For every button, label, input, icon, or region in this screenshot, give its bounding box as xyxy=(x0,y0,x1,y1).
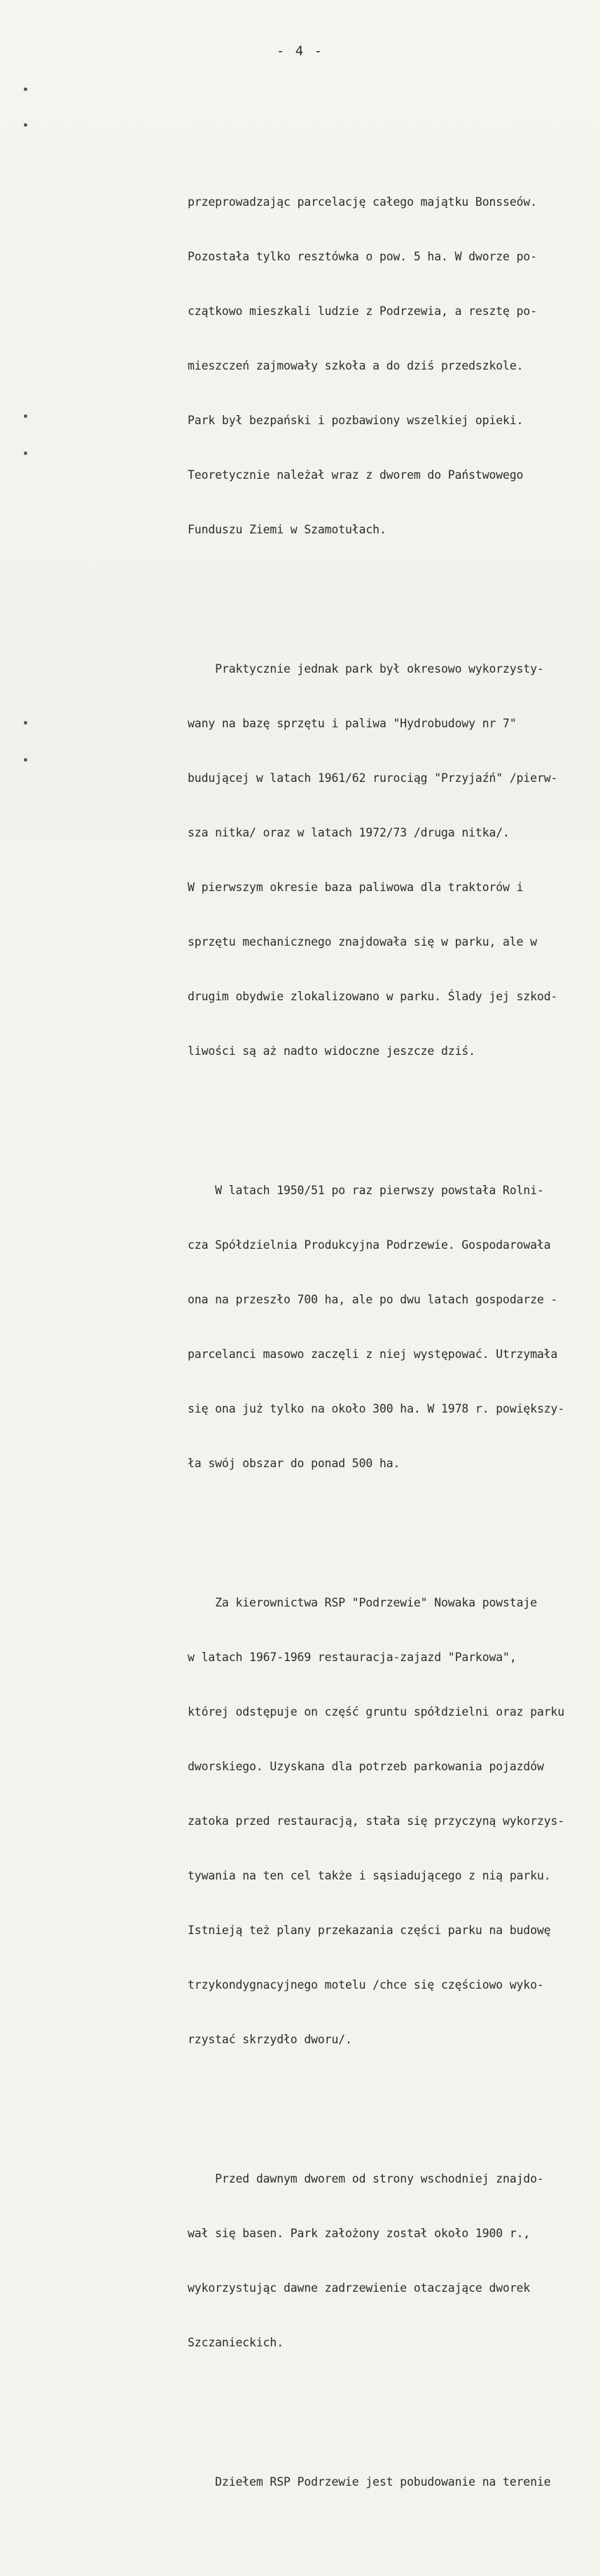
text-line: mieszczeń zajmowały szkoła a do dziś przedszkole. xyxy=(188,359,524,372)
text-line: liwości są aż nadto widoczne jeszcze dziś. xyxy=(188,1044,475,1058)
paragraph xyxy=(188,624,594,1097)
text-line: Praktycznie jednak park był okresowo wykorzysty- xyxy=(188,662,544,676)
text-line: wany na bazę sprzętu i paliwa "Hydrobudowy nr 7" xyxy=(188,717,517,730)
text-line: sza nitka/ oraz w latach 1972/73 /druga nitka/. xyxy=(188,826,510,839)
text-line: W pierwszym okresie baza paliwowa dla traktorów i xyxy=(188,881,524,894)
text-line: której odstępuje on część gruntu spółdzielni oraz parku xyxy=(188,1705,565,1718)
paragraph xyxy=(188,157,594,575)
text-line: przeprowadzając parcelację całego majątku Bonsseów. xyxy=(188,195,537,209)
paragraph xyxy=(188,2437,594,2528)
text-line: Teoretycznie należał wraz z dworem do Państwowego xyxy=(188,468,524,482)
text-line: drugim obydwie zlokalizowano w parku. Ślady jej szkod- xyxy=(188,990,558,1003)
punch-hole-mark xyxy=(24,721,27,724)
text-line: Dziełem RSP Podrzewie jest pobudowanie na terenie xyxy=(188,2475,551,2488)
text-line: Funduszu Ziemi w Szamotułach. xyxy=(188,523,386,536)
text-line: Park był bezpański i pozbawiony wszelkiej opieki. xyxy=(188,414,524,427)
punch-hole-mark xyxy=(24,414,27,418)
text-line: budującej w latach 1961/62 rurociąg "Przyjaźń" /pierw- xyxy=(188,771,558,785)
text-line: rzystać skrzydło dworu/. xyxy=(188,2033,352,2046)
text-line: Pozostała tylko resztówka o pow. 5 ha. W dworze po- xyxy=(188,250,537,263)
text-line: tywania na ten cel także i sąsiadującego z nią parku. xyxy=(188,1869,551,1882)
text-line: ona na przeszło 700 ha, ale po dwu latach gospodarze - xyxy=(188,1293,558,1306)
punch-hole-mark xyxy=(24,758,27,762)
text-line: w latach 1967-1969 restauracja-zajazd "Parkowa", xyxy=(188,1651,517,1664)
paragraph xyxy=(188,1558,594,2085)
text-line: sprzętu mechanicznego znajdowała się w parku, ale w xyxy=(188,935,537,948)
text-line: cza Spółdzielnia Produkcyjna Podrzewie. Gospodarowała xyxy=(188,1238,551,1252)
text-line: W latach 1950/51 po raz pierwszy powstała Rolni- xyxy=(188,1184,544,1197)
punch-hole-mark xyxy=(24,451,27,455)
punch-hole-mark xyxy=(24,123,27,127)
text-line: zatoka przed restauracją, stała się przyczyną wykorzys- xyxy=(188,1814,565,1828)
text-line: wał się basen. Park założony został około 1900 r., xyxy=(188,2227,531,2240)
text-line: się ona już tylko na około 300 ha. W 1978 r. powiększy- xyxy=(188,1402,565,1415)
text-line: dworskiego. Uzyskana dla potrzeb parkowania pojazdów xyxy=(188,1760,544,1773)
text-line: Za kierownictwa RSP "Podrzewie" Nowaka powstaje xyxy=(188,1596,537,1609)
paragraph xyxy=(188,1145,594,1509)
text-line: ła swój obszar do ponad 500 ha. xyxy=(188,1457,400,1470)
text-line: trzykondygnacyjnego motelu /chce się częściowo wyko- xyxy=(188,1978,544,1991)
text-line: Szczanieckich. xyxy=(188,2336,284,2349)
body-text xyxy=(188,120,594,2576)
text-line: wykorzystując dawne zadrzewienie otaczające dworek xyxy=(188,2281,531,2295)
page-number: - 4 - xyxy=(276,43,324,59)
paragraph xyxy=(188,2134,594,2388)
text-line: czątkowo mieszkali ludzie z Podrzewia, a resztę po- xyxy=(188,304,537,318)
text-line: Przed dawnym dworem od strony wschodniej znajdo- xyxy=(188,2172,544,2185)
punch-hole-mark xyxy=(24,88,27,91)
text-line: parcelanci masowo zaczęli z niej występować. Utrzymała xyxy=(188,1348,558,1361)
text-line: Istnieją też plany przekazania części parku na budowę xyxy=(188,1924,551,1937)
